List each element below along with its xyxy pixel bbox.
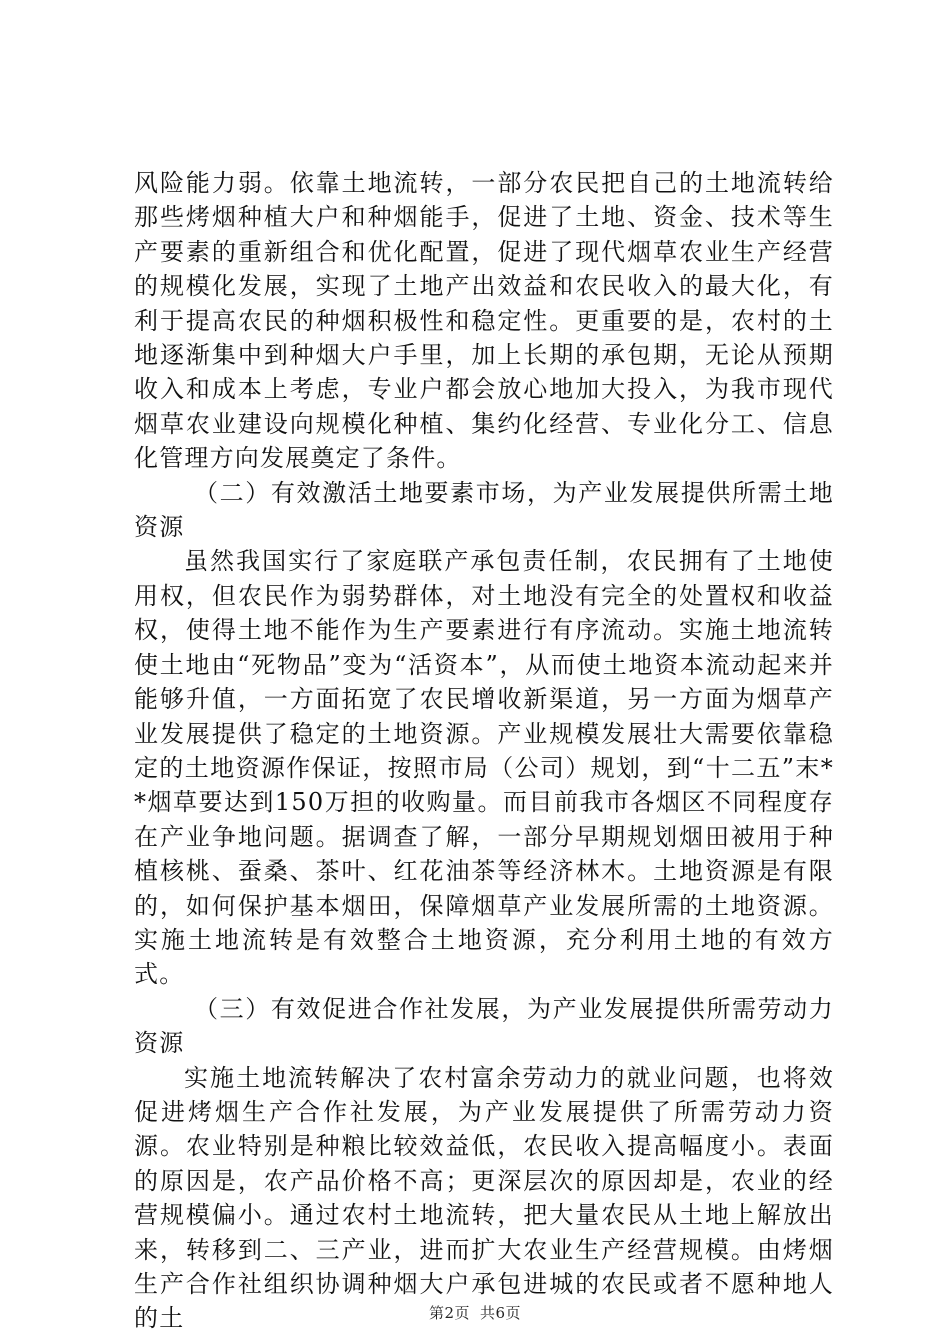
- section-heading: （三）有效促进合作社发展，为产业发展提供所需劳动力资源: [134, 994, 834, 1058]
- body-paragraph: 风险能力弱。依靠土地流转，一部分农民把自己的土地流转给那些烤烟种植大户和种烟能手，促进了土地、资金、技术等生产要素的重新组合和优化配置，促进了现代烟草农业生产经营的规模化发展，实现了土地产出效益和农民收入的最大化，有利于提高农民的种烟积极性和稳定性。更重要的是，农村的土地逐渐集中到种烟大户手里，加上长期的承包期，无论从预期收入和成本上考虑，专业户都会放心地加大投入，为我市现代烟草农业建设向规模化种植、集约化经营、专业化分工、信息化管理方向发展奠定了条件。: [134, 169, 834, 473]
- section-heading: （二）有效激活土地要素市场，为产业发展提供所需土地资源: [134, 478, 834, 542]
- page-number: 第2页: [428, 1304, 470, 1322]
- page-total: 共6页: [480, 1304, 522, 1322]
- body-paragraph: 实施土地流转解决了农村富余劳动力的就业问题，也将效促进烤烟生产合作社发展，为产业发展提供了所需劳动力资源。农业特别是种粮比较效益低，农民收入提高幅度小。表面的原因是，农产品价格不高；更深层次的原因却是，农业的经营规模偏小。通过农村土地流转，把大量农民从土地上解放出来，转移到二、三产业，进而扩大农业生产经营规模。由烤烟生产合作社组织协调种烟大户承包进城的农民或者不愿种地人的土: [134, 1063, 834, 1333]
- page-footer: [0, 1302, 950, 1323]
- body-paragraph: 虽然我国实行了家庭联产承包责任制，农民拥有了土地使用权，但农民作为弱势群体，对土地没有完全的处置权和收益权，使得土地不能作为生产要素进行有序流动。实施土地流转使土地由“死物品”变为“活资本”，从而使土地资本流动起来并能够升值，一方面拓宽了农民增收新渠道，另一方面为烟草产业发展提供了稳定的土地资源。产业规模发展壮大需要依靠稳定的土地资源作保证，按照市局（公司）规划，到“十二五”末**烟草要达到150万担的收购量。而目前我市各烟区不同程度存在产业争地问题。据调查了解，一部分早期规划烟田被用于种植核桃、蚕桑、茶叶、红花油茶等经济林木。土地资源是有限的，如何保护基本烟田，保障烟草产业发展所需的土地资源。实施土地流转是有效整合土地资源，充分利用土地的有效方式。: [134, 547, 834, 989]
- document-body: [134, 166, 834, 1336]
